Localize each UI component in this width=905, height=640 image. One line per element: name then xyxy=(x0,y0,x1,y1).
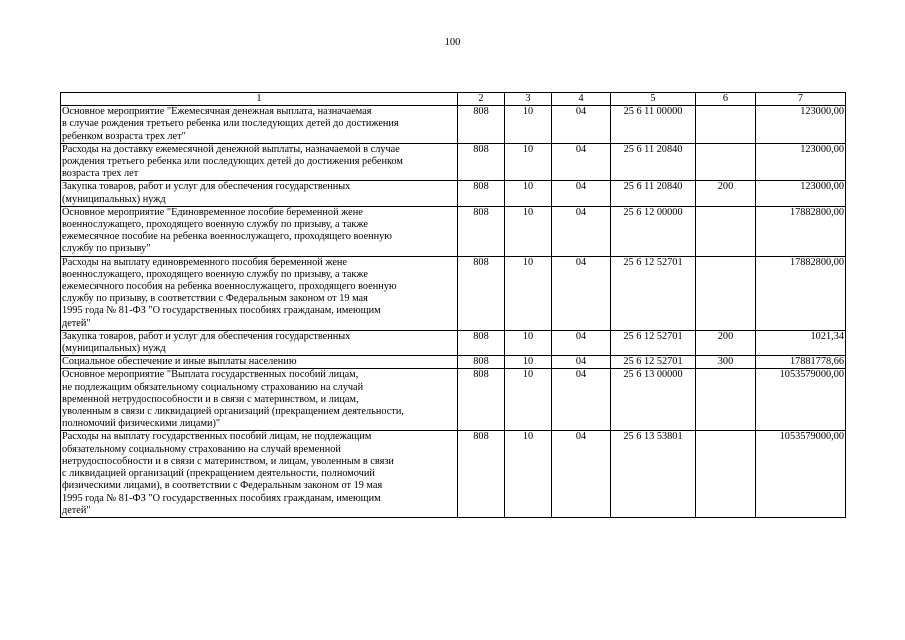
row-amount: 123000,00 xyxy=(756,106,846,144)
header-cell: 1 xyxy=(61,93,458,106)
row-target-article: 25 6 11 00000 xyxy=(611,106,696,144)
row-expense-type xyxy=(696,206,756,256)
row-amount: 17881778,66 xyxy=(756,356,846,369)
table-row xyxy=(61,369,846,431)
row-subsection-code: 04 xyxy=(552,206,611,256)
row-expense-type xyxy=(696,106,756,144)
row-description: Закупка товаров, работ и услуг для обеспечения государственных (муниципальных) нужд xyxy=(61,181,458,206)
table-row xyxy=(61,431,846,517)
row-section-code: 10 xyxy=(505,206,552,256)
row-amount: 1053579000,00 xyxy=(756,431,846,517)
row-target-article: 25 6 12 52701 xyxy=(611,330,696,355)
row-description: Расходы на выплату единовременного пособия беременной жене военнослужащего, проходящего военную службу по призыву, а также ежемесячного пособия на ребенка военнослужащего, проходящего военную службу по призыву, в соответствии с Федеральным законом от 19 мая 1995 года № 81-ФЗ "О государственных пособиях гражданам, имеющим детей" xyxy=(61,256,458,330)
row-expense-type xyxy=(696,369,756,431)
row-subsection-code: 04 xyxy=(552,256,611,330)
row-admin-code: 808 xyxy=(458,330,505,355)
row-target-article: 25 6 11 20840 xyxy=(611,143,696,181)
table-row xyxy=(61,106,846,144)
row-admin-code: 808 xyxy=(458,106,505,144)
row-description: Основное мероприятие "Выплата государственных пособий лицам, не подлежащим обязательному социальному страхованию на случай временной нетрудоспособности и в связи с материнством, и лицам, уволенным в связи с ликвидацией организаций (прекращением деятельности, полномочий физическими лицами)" xyxy=(61,369,458,431)
row-subsection-code: 04 xyxy=(552,106,611,144)
header-cell: 6 xyxy=(696,93,756,106)
row-amount: 17882800,00 xyxy=(756,256,846,330)
page-number: 100 xyxy=(444,37,461,48)
row-section-code: 10 xyxy=(505,106,552,144)
header-cell: 2 xyxy=(458,93,505,106)
row-admin-code: 808 xyxy=(458,256,505,330)
table-row xyxy=(61,143,846,181)
row-expense-type xyxy=(696,143,756,181)
row-expense-type xyxy=(696,256,756,330)
table-row xyxy=(61,330,846,355)
row-amount: 1053579000,00 xyxy=(756,369,846,431)
row-target-article: 25 6 11 20840 xyxy=(611,181,696,206)
row-target-article: 25 6 13 00000 xyxy=(611,369,696,431)
row-subsection-code: 04 xyxy=(552,431,611,517)
row-admin-code: 808 xyxy=(458,369,505,431)
row-admin-code: 808 xyxy=(458,356,505,369)
row-subsection-code: 04 xyxy=(552,356,611,369)
row-amount: 123000,00 xyxy=(756,143,846,181)
row-section-code: 10 xyxy=(505,431,552,517)
row-subsection-code: 04 xyxy=(552,369,611,431)
row-description: Социальное обеспечение и иные выплаты населению xyxy=(61,356,458,369)
row-section-code: 10 xyxy=(505,143,552,181)
row-target-article: 25 6 12 52701 xyxy=(611,256,696,330)
row-section-code: 10 xyxy=(505,330,552,355)
table-row xyxy=(61,181,846,206)
row-admin-code: 808 xyxy=(458,431,505,517)
row-expense-type xyxy=(696,431,756,517)
row-section-code: 10 xyxy=(505,181,552,206)
table-row xyxy=(61,356,846,369)
row-admin-code: 808 xyxy=(458,143,505,181)
row-section-code: 10 xyxy=(505,256,552,330)
row-description: Закупка товаров, работ и услуг для обеспечения государственных (муниципальных) нужд xyxy=(61,330,458,355)
budget-table xyxy=(60,92,846,518)
row-subsection-code: 04 xyxy=(552,143,611,181)
table-header-row xyxy=(61,93,846,106)
row-description: Расходы на выплату государственных пособий лицам, не подлежащим обязательному социальному страхованию на случай временной нетрудоспособности и в связи с материнством, и лицам, уволенным в связи с ликвидацией организаций (прекращением деятельности, полномочий физическими лицами), в соответствии с Федеральным законом от 19 мая 1995 года № 81-ФЗ "О государственных пособиях гражданам, имеющим детей" xyxy=(61,431,458,517)
table-row xyxy=(61,206,846,256)
row-expense-type: 200 xyxy=(696,181,756,206)
row-section-code: 10 xyxy=(505,356,552,369)
header-cell: 4 xyxy=(552,93,611,106)
table-row xyxy=(61,256,846,330)
row-target-article: 25 6 12 00000 xyxy=(611,206,696,256)
row-admin-code: 808 xyxy=(458,206,505,256)
row-description: Основное мероприятие "Ежемесячная денежная выплата, назначаемая в случае рождения третьего ребенка или последующих детей до достижения ребенком возраста трех лет" xyxy=(61,106,458,144)
row-target-article: 25 6 12 52701 xyxy=(611,356,696,369)
header-cell: 3 xyxy=(505,93,552,106)
row-amount: 17882800,00 xyxy=(756,206,846,256)
row-subsection-code: 04 xyxy=(552,330,611,355)
row-expense-type: 300 xyxy=(696,356,756,369)
row-admin-code: 808 xyxy=(458,181,505,206)
row-section-code: 10 xyxy=(505,369,552,431)
row-amount: 1021,34 xyxy=(756,330,846,355)
row-amount: 123000,00 xyxy=(756,181,846,206)
row-subsection-code: 04 xyxy=(552,181,611,206)
header-cell: 7 xyxy=(756,93,846,106)
header-cell: 5 xyxy=(611,93,696,106)
row-target-article: 25 6 13 53801 xyxy=(611,431,696,517)
row-description: Основное мероприятие "Единовременное пособие беременной жене военнослужащего, проходящего военную службу по призыву, а также ежемесячное пособие на ребенка военнослужащего, проходящего военную службу по призыву" xyxy=(61,206,458,256)
row-description: Расходы на доставку ежемесячной денежной выплаты, назначаемой в случае рождения третьего ребенка или последующих детей до достижения ребенком возраста трех лет xyxy=(61,143,458,181)
row-expense-type: 200 xyxy=(696,330,756,355)
